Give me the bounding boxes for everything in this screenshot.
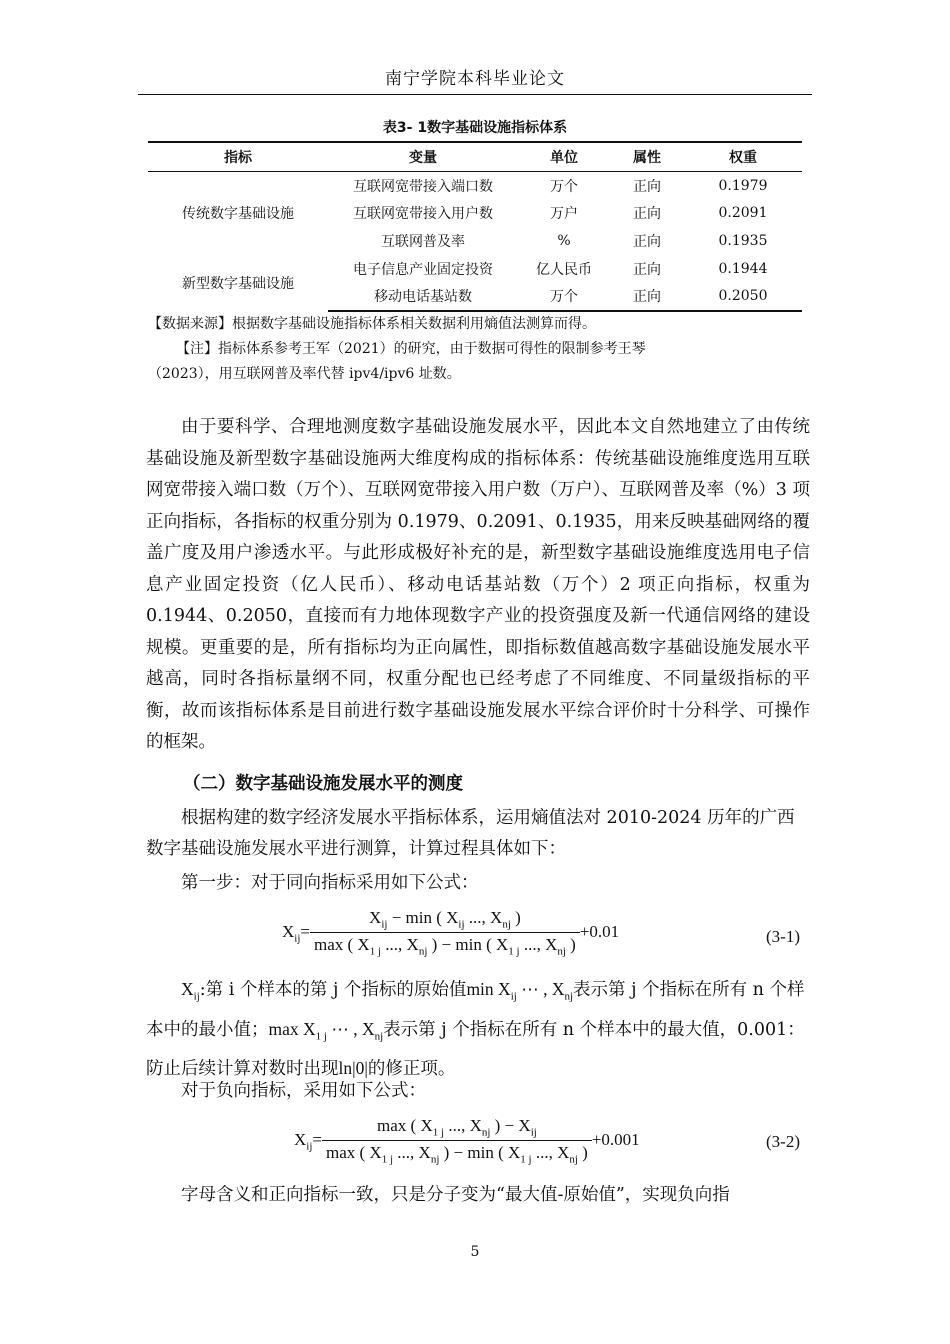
formula-lhs: $X_{ij}=$ <box>294 1129 322 1153</box>
table-note-line: 【注】指标体系参考王军（2021）的研究，由于数据可得性的限制参考王琴 <box>176 341 646 357</box>
paragraph-text: $X_{ij}$:第 i 个样本的第 j 个指标的原始值$\min X_{ij}$ ⋯ , $X_{nj}$表示第 j 个指标在所有 n 个样本中的最小值；$\max X_{1 j}$ ⋯ , $X_{nj}$表示第 j 个指标在所有 n 个样本中的最大值，0.001：防止后续计算对数时出现ln|0|的修正项。 <box>146 979 805 1079</box>
variable-cell: 电子信息产业固定投资 <box>353 261 493 278</box>
explain-text: 表示第 j 个指标在所有 n 个样本中的最小值； <box>146 980 805 1040</box>
running-header: 南宁学院本科毕业论文 <box>385 69 565 89</box>
page-number: 5 <box>470 1244 480 1260</box>
column-header: 单位 <box>518 142 610 172</box>
formula-constant: +0.01 <box>579 921 620 941</box>
explain-text: 的修正项。 <box>367 1059 456 1079</box>
body-paragraph <box>146 973 810 1085</box>
body-paragraph <box>146 1076 810 1107</box>
weight-cell: 0.1979 <box>718 177 768 194</box>
body-paragraph <box>146 1180 810 1211</box>
table-note-line: （2023），用互联网普及率代替 ipv4/ipv6 址数。 <box>148 366 461 382</box>
attribute-cell: 正向 <box>633 206 661 223</box>
variable-cell: 互联网宽带接入用户数 <box>353 206 493 223</box>
explain-text: :第 i 个样本的第 j 个指标的原始值 <box>199 980 467 1000</box>
attribute-cell: 正向 <box>633 233 661 250</box>
column-header: 属性 <box>610 142 684 172</box>
column-header: 变量 <box>328 142 518 172</box>
unit-cell: 万个 <box>518 282 610 311</box>
table-row <box>148 172 802 200</box>
unit-cell: 万户 <box>550 206 578 223</box>
weight-cell: 0.1944 <box>718 260 768 277</box>
paragraph-text: 根据构建的数字经济发展水平指标体系，运用熵值法对 2010-2024 历年的广西数字基础设施发展水平进行测算，计算过程具体如下： <box>146 808 795 859</box>
table-header-row <box>148 142 802 172</box>
attribute-cell: 正向 <box>633 178 661 195</box>
weight-cell: 0.1935 <box>718 232 768 249</box>
equation-number: (3-1) <box>766 927 800 946</box>
attribute-cell: 正向 <box>633 261 661 278</box>
paragraph-text: 字母含义和正向指标一致，只是分子变为“最大值-原始值”，实现负向指 <box>181 1185 730 1205</box>
indicator-table <box>148 141 802 312</box>
unit-cell: % <box>557 232 571 249</box>
equation-number: (3-2) <box>766 1132 800 1151</box>
variable-cell: 移动电话基站数 <box>328 282 518 311</box>
unit-cell: 亿人民币 <box>536 261 592 278</box>
weight-cell: 0.2091 <box>718 205 768 222</box>
unit-cell: 万个 <box>550 178 578 195</box>
header-rule <box>138 94 812 95</box>
column-header: 权重 <box>684 142 802 172</box>
formula-positive <box>282 908 619 958</box>
paragraph-text: 由于要科学、合理地测度数字基础设施发展水平，因此本文自然地建立了由传统基础设施及新型数字基础设施两大维度构成的指标体系：传统基础设施维度选用互联网宽带接入端口数（万个）、互联网宽带接入用户数（万户）、互联网普及率（%）3 项正向指标，各指标的权重分别为 0.1979、0.2091、0.1935，用来反映基础网络的覆盖广度及用户渗透水平。与此形成极好补充的是，新型数字基础设施维度选用电子信息产业固定投资（亿人民币）、移动电话基站数（万个）2 项正向指标，权重为 0.1944、0.2050，直接而有力地体现数字产业的投资强度及新一代通信网络的建设规模。更重要的是，所有指标均为正向属性，即指标数值越高数字基础设施发展水平越高，同时各指标量纲不同，权重分配也已经考虑了不同维度、不同量级指标的平衡，故而该指标体系是目前进行数字基础设施发展水平综合评价时十分科学、可操作的框架。 <box>146 417 810 752</box>
formula-fraction: $\frac{X_{ij} - \min ( X_{ij} ..., X_{nj} )}{\max ( X_{1 j} ..., X_{nj} ) - \min ( X_{1 j} ..., X_{nj} )}$ <box>310 908 580 958</box>
variable-cell: 互联网普及率 <box>381 233 465 250</box>
attribute-cell: 正向 <box>610 282 684 311</box>
formula-negative <box>294 1116 640 1166</box>
column-header: 指标 <box>148 142 328 172</box>
table-source-note: 【数据来源】根据数字基础设施指标体系相关数据利用熵值法测算而得。 <box>148 316 596 332</box>
formula-constant: +0.001 <box>591 1129 640 1149</box>
weight-cell: 0.2050 <box>684 282 802 311</box>
explain-text: 表示第 j 个指标在所有 n 个样本中的最大值，0.001：防止后续计算对数时出现 <box>146 1019 805 1079</box>
variable-cell: 互联网宽带接入端口数 <box>353 178 493 195</box>
formula-lhs: $X_{ij}=$ <box>282 921 310 945</box>
body-paragraph <box>146 803 810 865</box>
table-row <box>148 255 802 283</box>
body-paragraph <box>146 412 810 759</box>
formula-fraction: $\frac{\max ( X_{1 j} ..., X_{nj} ) - X_{ij}}{\max ( X_{1 j} ..., X_{nj} ) - \min ( X_{1 j} ..., X_{nj} )}$ <box>322 1116 592 1166</box>
category-cell: 新型数字基础设施 <box>182 275 294 292</box>
category-cell: 传统数字基础设施 <box>182 206 294 223</box>
paragraph-text: 第一步：对于同向指标采用如下公式： <box>181 873 479 893</box>
table-caption: 表3- 1数字基础设施指标体系 <box>382 120 568 136</box>
section-heading: （二）数字基础设施发展水平的测度 <box>183 774 463 794</box>
paragraph-text: 对于负向指标，采用如下公式： <box>181 1081 426 1101</box>
body-paragraph <box>146 868 810 899</box>
